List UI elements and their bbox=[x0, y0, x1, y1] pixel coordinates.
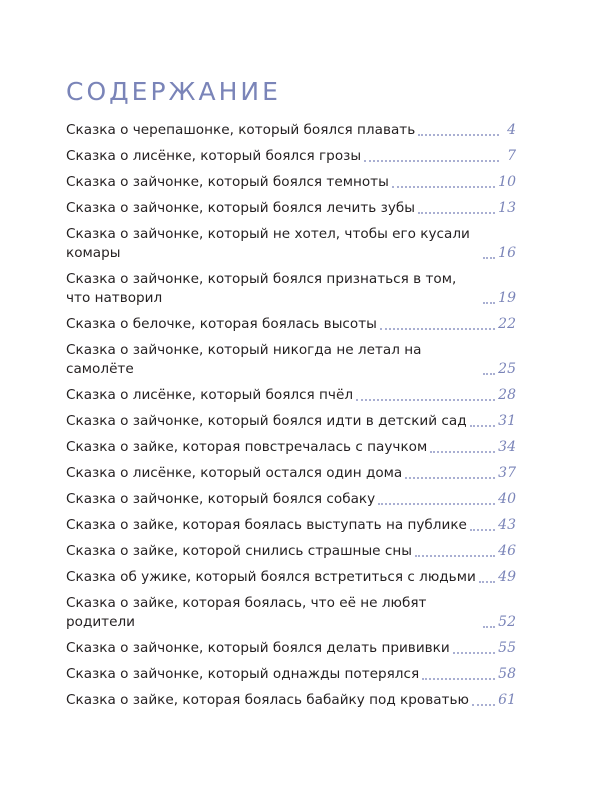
toc-entry-title: Сказка о лисёнке, который остался один дома bbox=[66, 465, 403, 481]
toc-entry bbox=[66, 438, 516, 457]
dot-leader bbox=[430, 450, 495, 453]
dot-leader bbox=[479, 580, 495, 583]
toc-page-number: 46 bbox=[498, 543, 516, 559]
dot-leader bbox=[470, 424, 496, 427]
dot-leader bbox=[378, 502, 495, 505]
toc-entry bbox=[66, 386, 516, 405]
toc-entry bbox=[66, 147, 516, 166]
toc-page-number: 13 bbox=[498, 200, 516, 216]
toc-entry bbox=[66, 270, 516, 308]
toc-page-number: 49 bbox=[498, 569, 516, 585]
toc-entry bbox=[66, 568, 516, 587]
dot-leader bbox=[405, 476, 495, 479]
toc-entry-title: Сказка о зайке, которая боялась выступать на публике bbox=[66, 517, 467, 533]
toc-entry bbox=[66, 173, 516, 192]
toc-entry bbox=[66, 665, 516, 684]
toc-entry bbox=[66, 121, 516, 140]
dot-leader bbox=[472, 703, 495, 706]
toc-entry-title: Сказка о зайчонке, который боялся лечить зубы bbox=[66, 200, 415, 216]
toc-entry-title: Сказка о зайке, которой снились страшные сны bbox=[66, 543, 412, 559]
dot-leader bbox=[483, 256, 495, 259]
toc-page-number: 7 bbox=[507, 148, 516, 164]
dot-leader bbox=[483, 301, 495, 304]
dot-leader bbox=[483, 625, 495, 628]
toc-page-number: 58 bbox=[498, 666, 516, 682]
dot-leader bbox=[418, 211, 495, 214]
dot-leader bbox=[470, 528, 495, 531]
toc-page-number: 25 bbox=[498, 361, 516, 377]
toc-page-number: 19 bbox=[498, 290, 516, 306]
toc-page-number: 28 bbox=[498, 387, 516, 403]
dot-leader bbox=[392, 185, 495, 188]
toc-entry-title: Сказка об ужике, который боялся встретиться с людьми bbox=[66, 569, 476, 585]
toc-list bbox=[66, 121, 516, 717]
toc-page-number: 61 bbox=[498, 692, 516, 708]
toc-entry-title: Сказка о зайке, которая боялась, что её не любят родители bbox=[66, 595, 427, 630]
toc-page-number: 16 bbox=[498, 245, 516, 261]
toc-entry bbox=[66, 225, 516, 263]
toc-entry-title: Сказка о зайчонке, который боялся идти в детский сад bbox=[66, 413, 467, 429]
toc-entry-title: Сказка о зайчонке, который однажды потерялся bbox=[66, 666, 420, 682]
toc-page-number: 4 bbox=[507, 122, 516, 138]
toc-entry bbox=[66, 412, 516, 431]
toc-entry-title: Сказка о зайке, которая повстречалась с паучком bbox=[66, 439, 428, 455]
toc-page-number: 22 bbox=[498, 316, 516, 332]
toc-entry bbox=[66, 315, 516, 334]
toc-page-number: 34 bbox=[498, 439, 516, 455]
toc-page-number: 10 bbox=[498, 174, 516, 190]
toc-entry-title: Сказка о зайке, которая боялась бабайку под кроватью bbox=[66, 692, 469, 708]
toc-entry bbox=[66, 490, 516, 509]
toc-entry-title: Сказка о черепашонке, который боялся плавать bbox=[66, 122, 416, 138]
toc-entry-title: Сказка о зайчонке, который боялся темноты bbox=[66, 174, 389, 190]
toc-entry bbox=[66, 594, 516, 632]
toc-entry bbox=[66, 199, 516, 218]
dot-leader bbox=[380, 327, 495, 330]
toc-entry bbox=[66, 464, 516, 483]
page-title: СОДЕРЖАНИЕ bbox=[66, 77, 281, 106]
toc-entry bbox=[66, 341, 516, 379]
dot-leader bbox=[422, 677, 495, 680]
dot-leader bbox=[415, 554, 495, 557]
toc-entry bbox=[66, 691, 516, 710]
toc-page-number: 52 bbox=[498, 614, 516, 630]
toc-entry bbox=[66, 542, 516, 561]
dot-leader bbox=[356, 398, 495, 401]
toc-entry-title: Сказка о лисёнке, который боялся грозы bbox=[66, 148, 362, 164]
dot-leader bbox=[483, 372, 495, 375]
dot-leader bbox=[418, 133, 499, 136]
toc-entry-title: Сказка о зайчонке, который не хотел, чтобы его кусали комары bbox=[66, 226, 470, 261]
toc-entry-title: Сказка о белочке, которая боялась высоты bbox=[66, 316, 377, 332]
dot-leader bbox=[364, 159, 499, 162]
toc-entry-title: Сказка о зайчонке, который никогда не летал на самолёте bbox=[66, 342, 422, 377]
toc-entry-title: Сказка о зайчонке, который боялся собаку bbox=[66, 491, 376, 507]
dot-leader bbox=[453, 651, 495, 654]
toc-page-number: 43 bbox=[498, 517, 516, 533]
toc-entry bbox=[66, 516, 516, 535]
toc-entry-title: Сказка о лисёнке, который боялся пчёл bbox=[66, 387, 354, 403]
toc-page-number: 31 bbox=[498, 413, 516, 429]
toc-entry-title: Сказка о зайчонке, который боялся делать прививки bbox=[66, 640, 450, 656]
toc-entry bbox=[66, 639, 516, 658]
toc-page-number: 37 bbox=[498, 465, 516, 481]
toc-page-number: 40 bbox=[498, 491, 516, 507]
toc-entry-title: Сказка о зайчонке, который боялся признаться в том, что натворил bbox=[66, 271, 457, 306]
toc-page-number: 55 bbox=[498, 640, 516, 656]
